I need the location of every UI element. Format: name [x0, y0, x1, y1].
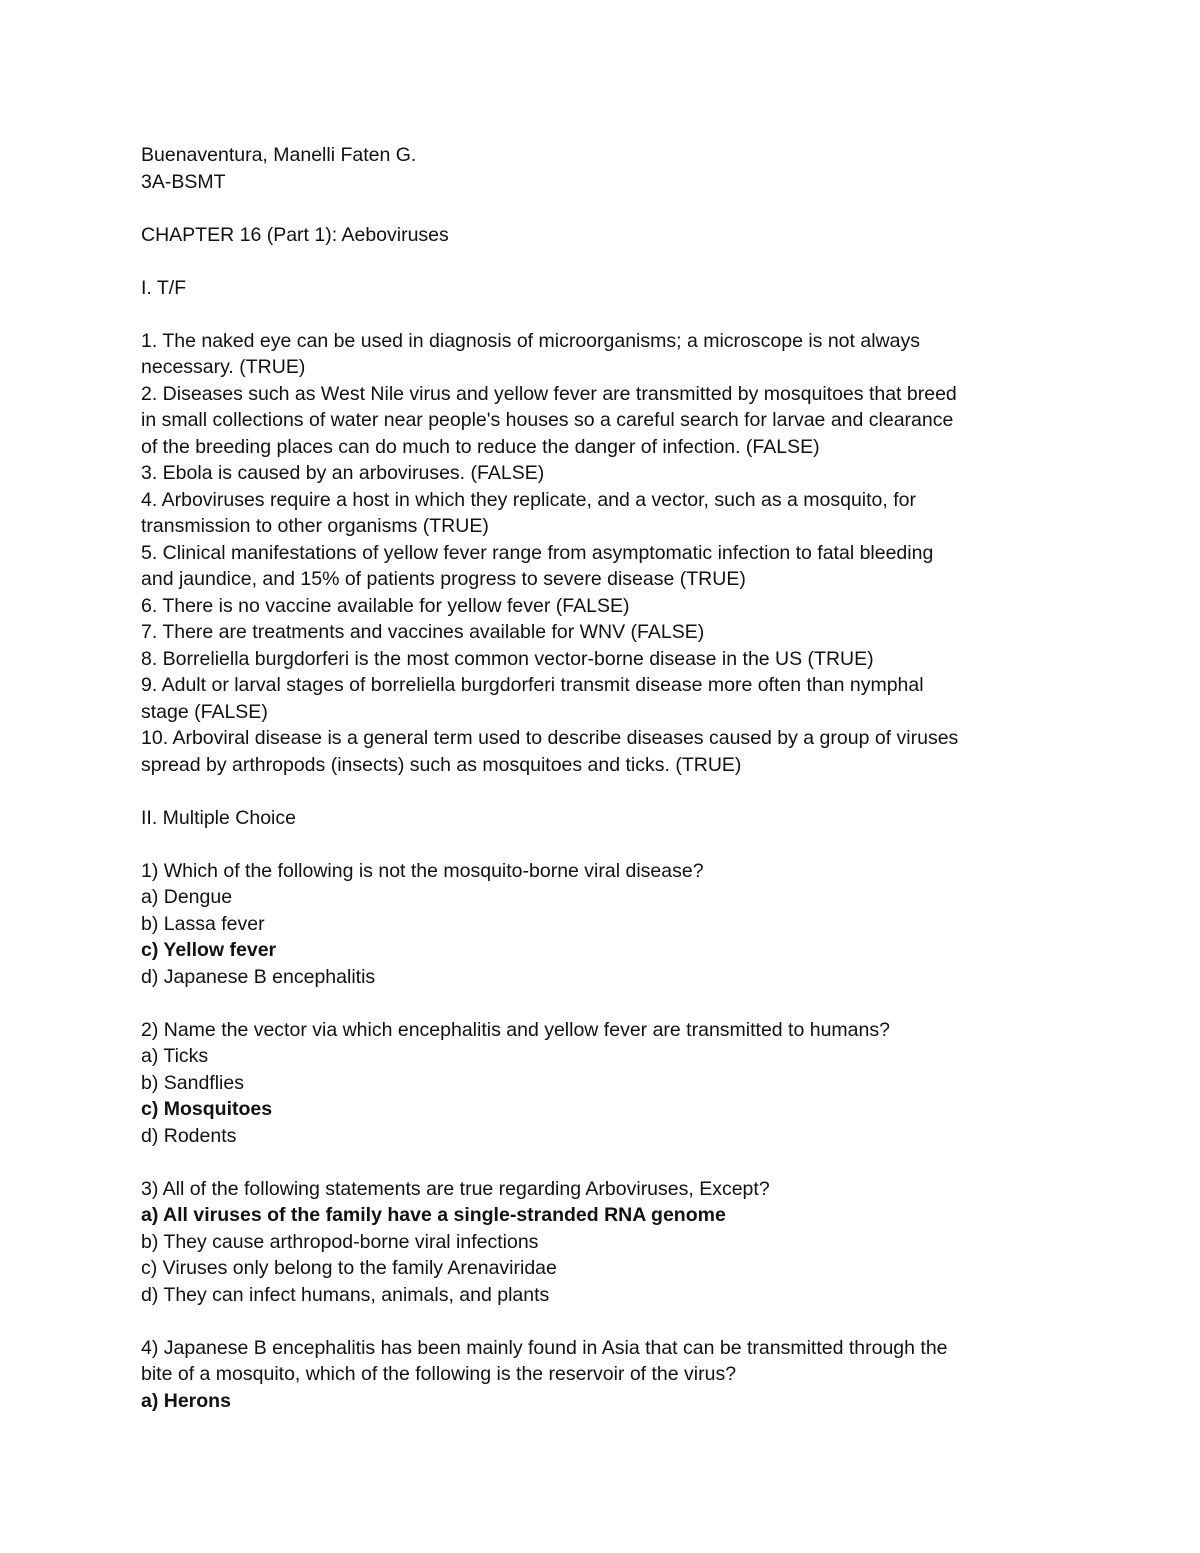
tf-heading: I. T/F — [141, 276, 187, 299]
choice-a: a) Dengue — [141, 886, 233, 908]
choice-d: d) Japanese B encephalitis — [141, 965, 376, 988]
tf-line: transmission to other organisms (TRUE) — [141, 515, 489, 537]
choice-b: b) They cause arthropod-borne viral infections — [141, 1230, 539, 1253]
tf-line: spread by arthropods (insects) such as mosquitoes and ticks. (TRUE) — [141, 753, 742, 776]
mc-question-3 — [141, 1176, 1061, 1309]
spacer — [141, 831, 1061, 858]
spacer — [141, 990, 1061, 1017]
tf-line: stage (FALSE) — [141, 700, 268, 723]
question-text: bite of a mosquito, which of the following is the reservoir of the virus? — [141, 1363, 737, 1385]
spacer — [141, 301, 1061, 328]
tf-line: in small collections of water near people's houses so a careful search for larvae and clearance — [141, 409, 954, 431]
student-name: Buenaventura, Manelli Faten G. — [141, 144, 417, 166]
choice-b: b) Lassa fever — [141, 912, 265, 935]
tf-line: of the breeding places can do much to reduce the danger of infection. (FALSE) — [141, 435, 820, 458]
choice-a: a) Ticks — [141, 1045, 209, 1067]
tf-list — [141, 328, 1061, 779]
spacer — [141, 778, 1061, 805]
choice-c-answer: c) Yellow fever — [141, 939, 277, 961]
choice-d: d) Rodents — [141, 1124, 237, 1147]
tf-line: and jaundice, and 15% of patients progress to severe disease (TRUE) — [141, 568, 746, 590]
tf-line: necessary. (TRUE) — [141, 356, 306, 378]
tf-line: 2. Diseases such as West Nile virus and yellow fever are transmitted by mosquitoes that breed — [141, 382, 957, 405]
tf-line: 5. Clinical manifestations of yellow fever range from asymptomatic infection to fatal bleeding — [141, 541, 934, 564]
chapter-title: CHAPTER 16 (Part 1): Aeboviruses — [141, 223, 449, 246]
choice-a-answer: a) All viruses of the family have a single-stranded RNA genome — [141, 1204, 726, 1226]
choice-d: d) They can infect humans, animals, and plants — [141, 1283, 550, 1306]
mc-question-4 — [141, 1335, 1061, 1415]
choice-b: b) Sandflies — [141, 1071, 244, 1094]
tf-line: 9. Adult or larval stages of borreliella burgdorferi transmit disease more often than nymphal — [141, 674, 924, 696]
tf-line: 4. Arboviruses require a host in which they replicate, and a vector, such as a mosquito, for — [141, 488, 916, 511]
question-text: 2) Name the vector via which encephalitis and yellow fever are transmitted to humans? — [141, 1018, 890, 1041]
mc-question-2 — [141, 1017, 1061, 1150]
question-text: 4) Japanese B encephalitis has been mainly found in Asia that can be transmitted through the — [141, 1336, 948, 1359]
tf-line: 1. The naked eye can be used in diagnosis of microorganisms; a microscope is not always — [141, 329, 920, 352]
tf-line: 3. Ebola is caused by an arboviruses. (FALSE) — [141, 462, 545, 484]
spacer — [141, 1308, 1061, 1335]
spacer — [141, 248, 1061, 275]
question-text: 1) Which of the following is not the mosquito-borne viral disease? — [141, 859, 704, 882]
tf-line: 10. Arboviral disease is a general term used to describe diseases caused by a group of viruses — [141, 727, 959, 749]
tf-line: 6. There is no vaccine available for yellow fever (FALSE) — [141, 594, 630, 617]
choice-c: c) Viruses only belong to the family Arenaviridae — [141, 1257, 557, 1279]
spacer — [141, 1149, 1061, 1176]
mc-question-1 — [141, 858, 1061, 991]
tf-line: 8. Borreliella burgdorferi is the most common vector-borne disease in the US (TRUE) — [141, 647, 874, 670]
question-text: 3) All of the following statements are true regarding Arboviruses, Except? — [141, 1177, 770, 1200]
mc-heading: II. Multiple Choice — [141, 806, 296, 829]
document-content — [141, 142, 1061, 1414]
spacer — [141, 195, 1061, 222]
choice-a-answer: a) Herons — [141, 1389, 231, 1412]
tf-line: 7. There are treatments and vaccines available for WNV (FALSE) — [141, 621, 705, 643]
choice-c-answer: c) Mosquitoes — [141, 1098, 273, 1120]
student-section: 3A-BSMT — [141, 170, 226, 193]
